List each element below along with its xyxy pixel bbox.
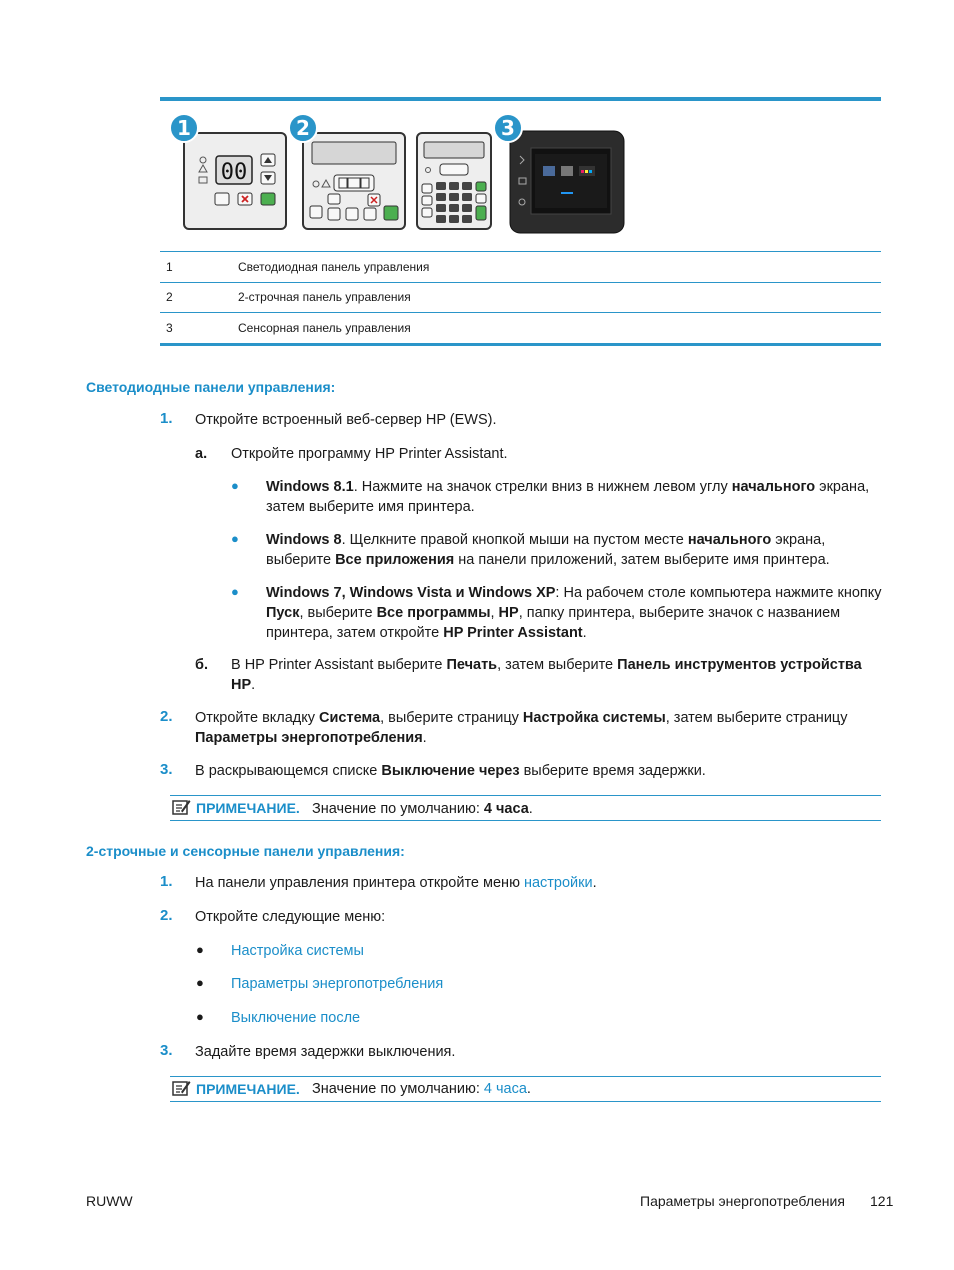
table-row (160, 251, 881, 283)
page-number: 121 (870, 1193, 894, 1209)
note-label: ПРИМЕЧАНИЕ. (196, 1081, 300, 1097)
bullet-windows-8: Windows 8. Щелкните правой кнопкой мыши на пустом месте начального экрана, выберите Все приложения на панели приложений, затем выберите имя принтера. (266, 532, 830, 568)
menu-item-shut-down-after[interactable]: Выключение после (231, 1010, 361, 1026)
note-label: ПРИМЕЧАНИЕ. (196, 800, 300, 816)
step-number: 1. (160, 873, 173, 890)
bullet-dot: ● (231, 584, 239, 599)
two-line-control-panel-image (302, 132, 406, 230)
callout-2: 2 (288, 113, 318, 143)
note-text: Значение по умолчанию: 4 часа. (312, 801, 533, 817)
footer-left: RUWW (86, 1193, 133, 1209)
note-text: Значение по умолчанию: 4 часа. (312, 1081, 531, 1097)
legend-label: Светодиодная панель управления (238, 259, 430, 274)
table-row (160, 313, 881, 346)
footer-title: Параметры энергопотребления (640, 1193, 845, 1209)
control-panels-figure (160, 108, 881, 248)
bullet-dot: ● (196, 975, 204, 990)
led-digits: 00 (220, 160, 248, 185)
legend-label: 2-строчная панель управления (238, 290, 411, 305)
legend-table (160, 251, 881, 346)
settings-link[interactable]: настройки (523, 875, 593, 891)
section-heading-led: Светодиодные панели управления: (86, 379, 336, 395)
note-icon (171, 797, 191, 817)
legend-num: 3 (166, 320, 173, 335)
step-text: В раскрывающемся списке Выключение через выберите время задержки. (195, 763, 706, 779)
legend-num: 1 (166, 259, 173, 274)
step-text: Откройте встроенный веб-сервер HP (EWS). (195, 412, 497, 428)
two-line-keypad-panel-image (416, 132, 492, 230)
led-control-panel-image (183, 132, 287, 230)
touch-control-panel-image (509, 130, 625, 234)
step-text: Задайте время задержки выключения. (195, 1044, 456, 1060)
bullet-windows-7: Windows 7, Windows Vista и Windows XP: На рабочем столе компьютера нажмите кнопку Пуск, выберите Все программы, HP, папку принтера, выберите значок с названием принтера, затем откройте HP Printer Assistant. (266, 585, 882, 641)
step-text: Откройте вкладку Система, выберите страницу Настройка системы, затем выберите страницу Параметры энергопотребления. (195, 710, 848, 746)
callout-1: 1 (169, 113, 199, 143)
section-heading-two-line-touch: 2-строчные и сенсорные панели управления: (86, 843, 405, 859)
bullet-dot: ● (231, 531, 239, 546)
menu-item-energy-settings[interactable]: Параметры энергопотребления (231, 976, 444, 992)
bullet-dot: ● (196, 1009, 204, 1024)
legend-num: 2 (166, 290, 173, 305)
step-number: 2. (160, 907, 173, 924)
substep-text: Откройте программу HP Printer Assistant. (231, 446, 508, 462)
step-text: Откройте следующие меню: (195, 909, 386, 925)
bullet-dot: ● (231, 478, 239, 493)
substep-letter: б. (195, 657, 208, 673)
table-row (160, 283, 881, 314)
step-text: На панели управления принтера откройте меню настройки. (195, 875, 597, 891)
step-number: 1. (160, 410, 173, 427)
step-number: 2. (160, 708, 173, 725)
substep-letter: a. (195, 446, 208, 462)
step-number: 3. (160, 1042, 173, 1059)
bullet-windows-81: Windows 8.1. Нажмите на значок стрелки вниз в нижнем левом углу начального экрана, затем выберите имя принтера. (266, 479, 870, 515)
legend-label: Сенсорная панель управления (238, 320, 411, 335)
menu-item-system-setup[interactable]: Настройка системы (231, 943, 364, 959)
bullet-dot: ● (196, 942, 204, 957)
note-icon (171, 1078, 191, 1098)
top-rule (160, 97, 881, 101)
callout-3: 3 (493, 113, 523, 143)
substep-text: В HP Printer Assistant выберите Печать, затем выберите Панель инструментов устройства HP. (231, 657, 862, 693)
step-number: 3. (160, 761, 173, 778)
